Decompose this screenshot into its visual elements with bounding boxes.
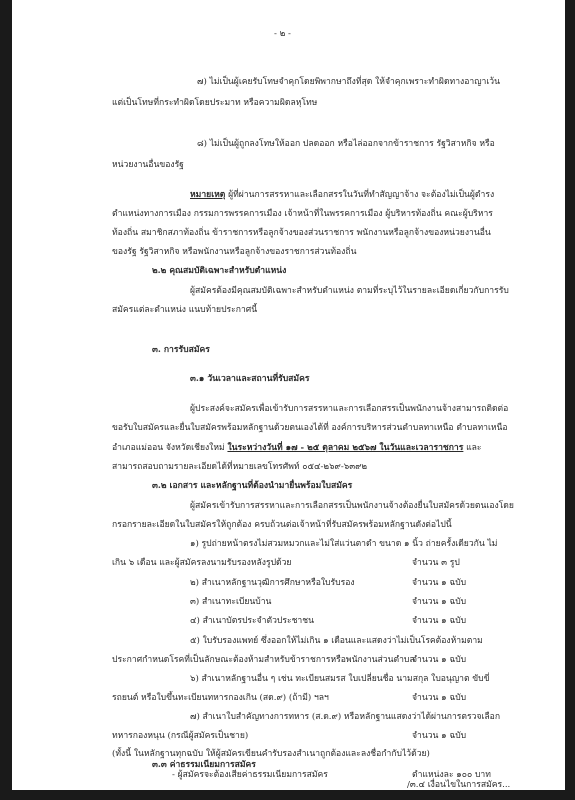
section-3-1-line3 [112, 443, 482, 454]
document-item-3: ๓) สำเนาทะเบียนบ้าน [190, 597, 272, 607]
page-number: - ๒ - [274, 29, 291, 39]
document-item-1-line1: ๑) รูปถ่ายหน้าตรงไม่สวมหมวกและไม่ใส่แว่นตาดำ ขนาด ๑ นิ้ว ถ่ายครั้งเดียวกัน ไม่ [190, 539, 498, 549]
note-line4: ของรัฐ รัฐวิสาหกิจ หรือพนักงานหรือลูกจ้างของราชการส่วนท้องถิ่น [112, 247, 357, 257]
document-item-6-line2: รถยนต์ หรือใบขึ้นทะเบียนทหารกองเกิน (สด.๙) (ถ้ามี) ฯลฯ [112, 693, 329, 703]
document-item-7-line2: ทหารกองหนุน (กรณีผู้สมัครเป็นชาย) [112, 731, 249, 741]
section-3-heading: ๓. การรับสมัคร [152, 345, 210, 355]
document-item-7-quantity: จำนวน ๑ ฉบับ [412, 731, 467, 741]
note-line1 [190, 190, 494, 201]
document-item-2-quantity: จำนวน ๑ ฉบับ [412, 578, 467, 588]
section-3-1-line2: ขอรับใบสมัครและยื่นใบสมัครพร้อมหลักฐานด้วยตนเองได้ที่ องค์การบริหารส่วนตำบลทาเหนือ ตำบลทาเหนือ [112, 423, 508, 433]
continuation-note: /๓.๔ เงื่อนไขในการสมัคร... [407, 780, 511, 790]
section-2-2-heading: ๒.๒ คุณสมบัติเฉพาะสำหรับตำแหน่ง [152, 266, 287, 276]
note-line3: ท้องถิ่น สมาชิกสภาท้องถิ่น ข้าราชการหรือลูกจ้างของส่วนราชการ พนักงานหรือลูกจ้างของหน่วยงานอื่น [112, 228, 491, 238]
section-3-3-heading: ๓.๓ ค่าธรรมเนียมการสมัคร [152, 760, 256, 770]
section-3-1-line1: ผู้ประสงค์จะสมัครเพื่อเข้ารับการสรรหาและการเลือกสรรเป็นพนักงานจ้างสามารถติดต่อ [190, 404, 509, 414]
qualification-item-7-line1: ๗) ไม่เป็นผู้เคยรับโทษจำคุกโดยพิพากษาถึงที่สุด ให้จำคุกเพราะทำผิดทางอาญาเว้น [197, 77, 500, 87]
application-period: ในระหว่างวันที่ ๑๗ - ๒๕ ตุลาคม ๒๕๖๗ ในวันและเวลาราชการ [227, 443, 464, 453]
section-3-1-line4: สามารถสอบถามรายละเอียดได้ที่หมายเลขโทรศัพท์ ๐๕๔-๒๖๙-๖๓๙๒ [112, 462, 368, 472]
document-item-5-line1: ๕) ใบรับรองแพทย์ ซึ่งออกให้ไม่เกิน ๑ เดือนและแสดงว่าไม่เป็นโรคต้องห้ามตาม [190, 636, 483, 646]
document-item-4-quantity: จำนวน ๑ ฉบับ [412, 616, 467, 626]
section-3-1-heading: ๓.๑ วันเวลาและสถานที่รับสมัคร [190, 374, 310, 384]
document-item-7-line1: ๗) สำเนาใบสำคัญทางการทหาร (ส.ด.๙) หรือหลักฐานแสดงว่าได้ผ่านการตรวจเลือก [190, 712, 501, 722]
fee-value: ตำแหน่งละ ๑๐๐ บาท [412, 770, 491, 780]
qualification-item-8-line1: ๘) ไม่เป็นผู้ถูกลงโทษให้ออก ปลดออก หรือไล่ออกจากข้าราชการ รัฐวิสาหกิจ หรือ [197, 139, 495, 149]
section-3-2-intro-line1: ผู้สมัครเข้ารับการสรรหาและการเลือกสรรเป็นพนักงานจ้างต้องยื่นใบสมัครด้วยตนเองโดย [190, 501, 514, 511]
document-item-4: ๔) สำเนาบัตรประจำตัวประชาชน [190, 616, 314, 626]
qualification-item-7-line2: แต่เป็นโทษที่กระทำผิดโดยประมาท หรือความผิดลหุโทษ [112, 98, 318, 108]
note-label: หมายเหตุ [190, 190, 226, 200]
section-2-2-body-line1: ผู้สมัครต้องมีคุณสมบัติเฉพาะสำหรับตำแหน่ง ตามที่ระบุไว้ในรายละเอียดเกี่ยวกับการรับ [190, 286, 509, 296]
and-text: และ [466, 443, 482, 453]
fee-label: - ผู้สมัครจะต้องเสียค่าธรรมเนียมการสมัคร [172, 770, 328, 780]
document-page [12, 0, 565, 790]
section-3-2-intro-line2: กรอกรายละเอียดในใบสมัครให้ถูกต้อง ครบถ้วนต่อเจ้าหน้าที่รับสมัครพร้อมหลักฐานดังต่อไปนี้ [112, 520, 452, 530]
qualification-item-8-line2: หน่วยงานอื่นของรัฐ [112, 160, 184, 170]
section-2-2-body-line2: สมัครแต่ละตำแหน่ง แนบท้ายประกาศนี้ [112, 305, 258, 315]
note-line2: ตำแหน่งทางการเมือง กรรมการพรรคการเมือง เจ้าหน้าที่ในพรรคการเมือง ผู้บริหารท้องถิ่น คณะผู้บริหาร [112, 209, 493, 219]
address-text: อำเภอแม่ออน จังหวัดเชียงใหม่ [112, 443, 225, 453]
document-item-3-quantity: จำนวน ๑ ฉบับ [412, 597, 467, 607]
document-item-1-line2: เกิน ๖ เดือน และผู้สมัครลงนามรับรองหลังรูปด้วย [112, 558, 292, 568]
section-3-2-heading: ๓.๒ เอกสาร และหลักฐานที่ต้องนำมายื่นพร้อมใบสมัคร [152, 481, 353, 491]
document-item-2: ๒) สำเนาหลักฐานวุฒิการศึกษาหรือใบรับรอง [190, 578, 355, 588]
documents-footnote: (ทั้งนี้ ในหลักฐานทุกฉบับ ให้ผู้สมัครเขียนคำรับรองสำเนาถูกต้องและลงชื่อกำกับไว้ด้วย) [112, 749, 430, 759]
document-item-5-line2: ประกาศกำหนดโรคที่เป็นลักษณะต้องห้ามสำหรับข้าราชการหรือพนักงานส่วนตำบล [112, 655, 415, 665]
document-item-6-quantity: จำนวน ๑ ฉบับ [412, 693, 467, 703]
note-line1-text: ผู้ที่ผ่านการสรรหาและเลือกสรรในวันที่ทำสัญญาจ้าง จะต้องไม่เป็นผู้ดำรง [228, 190, 495, 200]
document-item-1-quantity: จำนวน ๓ รูป [412, 558, 460, 568]
document-item-6-line1: ๖) สำเนาหลักฐานอื่น ๆ เช่น ทะเบียนสมรส ใบเปลี่ยนชื่อ นามสกุล ใบอนุญาต ขับขี่ [190, 674, 490, 684]
document-item-5-quantity: จำนวน ๑ ฉบับ [412, 655, 467, 665]
